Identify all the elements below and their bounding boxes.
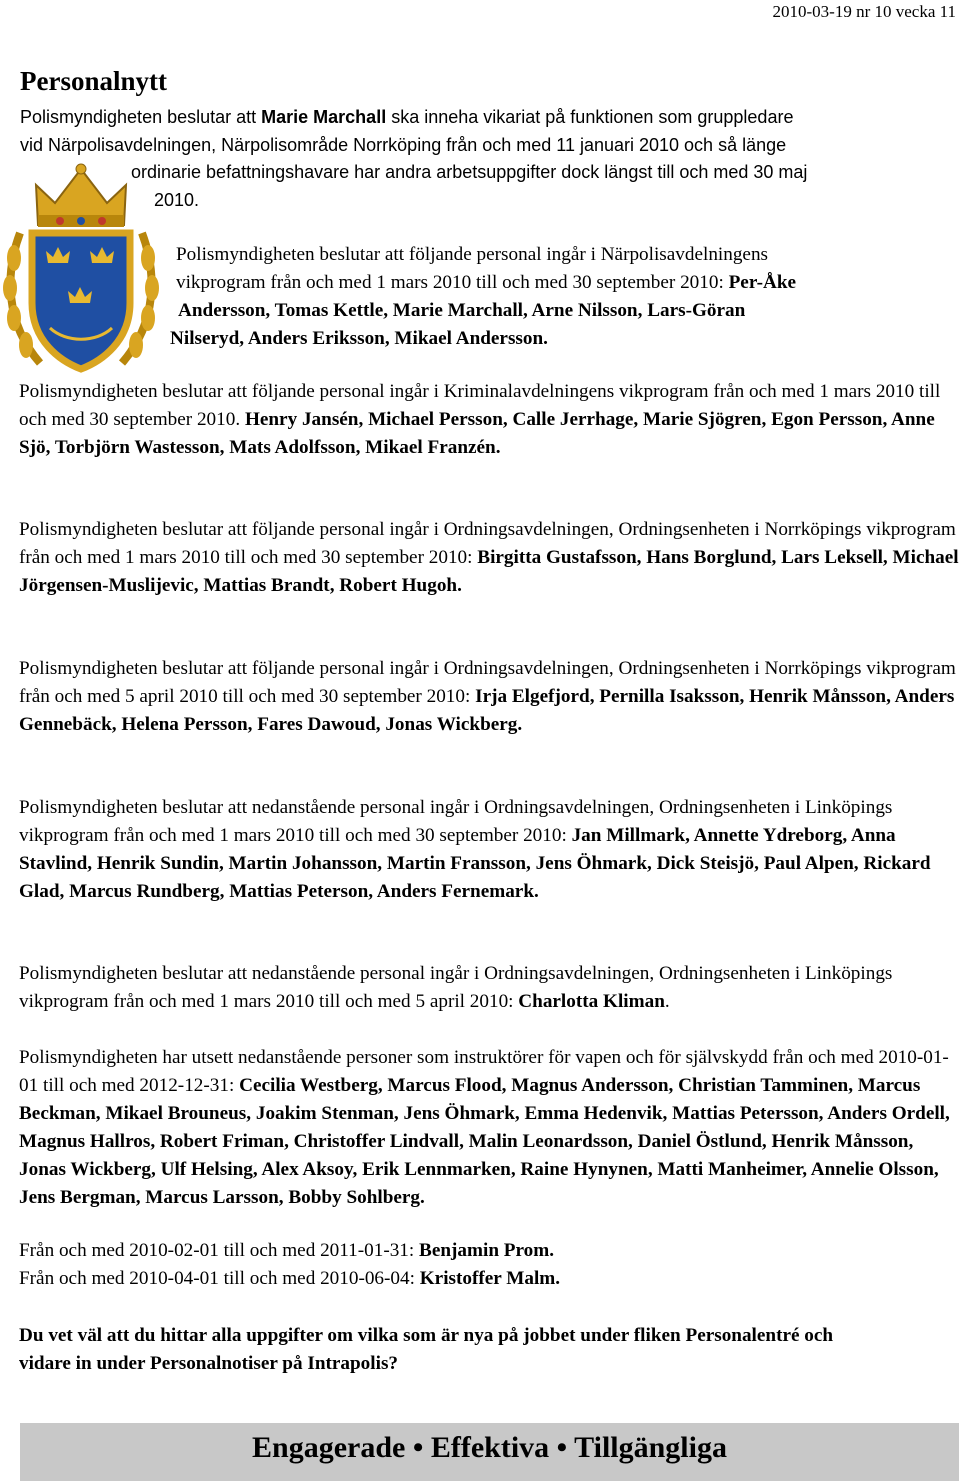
footer-banner: [20, 1423, 959, 1481]
paragraph-ordning-linkoping-2: Polismyndigheten beslutar att nedanstående personal ingår i Ordningsavdelningen, Ordningsenheten i Linköpings vikprogram från och med 1 mars 2010 till och med 5 april 2010: Charlotta Kliman.: [19, 963, 893, 1012]
issue-date-line: 2010-03-19 nr 10 vecka 11: [772, 2, 956, 21]
paragraph-ordning-norrkoping-1: Polismyndigheten beslutar att följande personal ingår i Ordningsavdelningen, Ordningsenheten i Norrköpings vikprogram från och med 1 mars 2010 till och med 30 september 2010: Birgitta Gustafsson, Hans Borglund, Lars Leksell, Michael Jörgensen-Muslijevic, Mattias Brandt, Robert Hugoh.: [19, 519, 959, 596]
intro-line-4: 2010.: [154, 190, 200, 210]
intro-line-3: ordinarie befattningshavare har andra arbetsuppgifter dock längst till och med 30 maj: [131, 162, 808, 182]
extra-line-2: Från och med 2010-04-01 till och med 2010-06-04: Kristoffer Malm.: [19, 1268, 561, 1289]
closing-note: Du vet väl att du hittar alla uppgifter om vilka som är nya på jobbet under fliken Personalentré och vidare in under Personalnotiser på Intrapolis?: [19, 1325, 834, 1374]
page-title: Personalnytt: [20, 66, 167, 96]
narpolis-line-1: Polismyndigheten beslutar att följande personal ingår i Närpolisavdelningens: [176, 244, 769, 265]
paragraph-ordning-norrkoping-2: Polismyndigheten beslutar att följande personal ingår i Ordningsavdelningen, Ordningsenheten i Norrköpings vikprogram från och med 5 april 2010 till och med 30 september 2010: Irja Elgefjord, Pernilla Isaksson, Henrik Månsson, Anders Gennebäck, Helena Persson, Fares Dawoud, Jonas Wickberg.: [19, 658, 956, 735]
intro-line-2: vid Närpolisavdelningen, Närpolisområde Norrköping från och med 11 januari 2010 och så länge: [20, 135, 787, 155]
paragraph-ordning-linkoping-1: Polismyndigheten beslutar att nedanstående personal ingår i Ordningsavdelningen, Ordningsenheten i Linköpings vikprogram från och med 1 mars 2010 till och med 30 september 2010: Jan Millmark, Annette Ydreborg, Anna Stavlind, Henrik Sundin, Martin Johansson, Martin Fransson, Jens Öhmark, Dick Steisjö, Paul Alpen, Rickard Glad, Marcus Rundberg, Mattias Peterson, Anders Fernemark.: [19, 797, 931, 902]
intro-highlight-name: Marie Marchall: [261, 107, 387, 127]
footer-slogan: Engagerade • Effektiva • Tillgängliga: [252, 1431, 727, 1464]
narpolis-line-2: vikprogram från och med 1 mars 2010 till och med 30 september 2010: Per-Åke: [176, 272, 797, 293]
narpolis-line-4: Nilseryd, Anders Eriksson, Mikael Andersson.: [170, 328, 548, 349]
intro-line-1: Polismyndigheten beslutar att Marie Marchall ska inneha vikariat på funktionen som gruppledare: [20, 107, 794, 127]
police-emblem-icon: [0, 163, 162, 377]
narpolis-line-3: Andersson, Tomas Kettle, Marie Marchall, Arne Nilsson, Lars-Göran: [178, 300, 746, 321]
paragraph-instruktorer: Polismyndigheten har utsett nedanstående personer som instruktörer för vapen och för självskydd från och med 2010-01-01 till och med 2012-12-31: Cecilia Westberg, Marcus Flood, Magnus Andersson, Christian Tamminen, Marcus Beckman, Mikael Brouneus, Joakim Stenman, Jens Öhmark, Emma Hedenvik, Mattias Petersson, Anders Ordell, Magnus Hallros, Robert Friman, Christoffer Lindvall, Malin Leonardsson, Daniel Östlund, Henrik Månsson, Jonas Wickberg, Ulf Helsing, Alex Aksoy, Erik Lennmarken, Raine Hynynen, Matti Manheimer, Annelie Olsson, Jens Bergman, Marcus Larsson, Bobby Sohlberg.: [19, 1047, 950, 1208]
extra-line-1: Från och med 2010-02-01 till och med 2011-01-31: Benjamin Prom.: [19, 1240, 555, 1261]
paragraph-kriminal: Polismyndigheten beslutar att följande personal ingår i Kriminalavdelningens vikprogram från och med 1 mars 2010 till och med 30 september 2010. Henry Jansén, Michael Persson, Calle Jerrhage, Marie Sjögren, Egon Persson, Anne Sjö, Torbjörn Wastesson, Mats Adolfsson, Mikael Franzén.: [19, 381, 941, 458]
